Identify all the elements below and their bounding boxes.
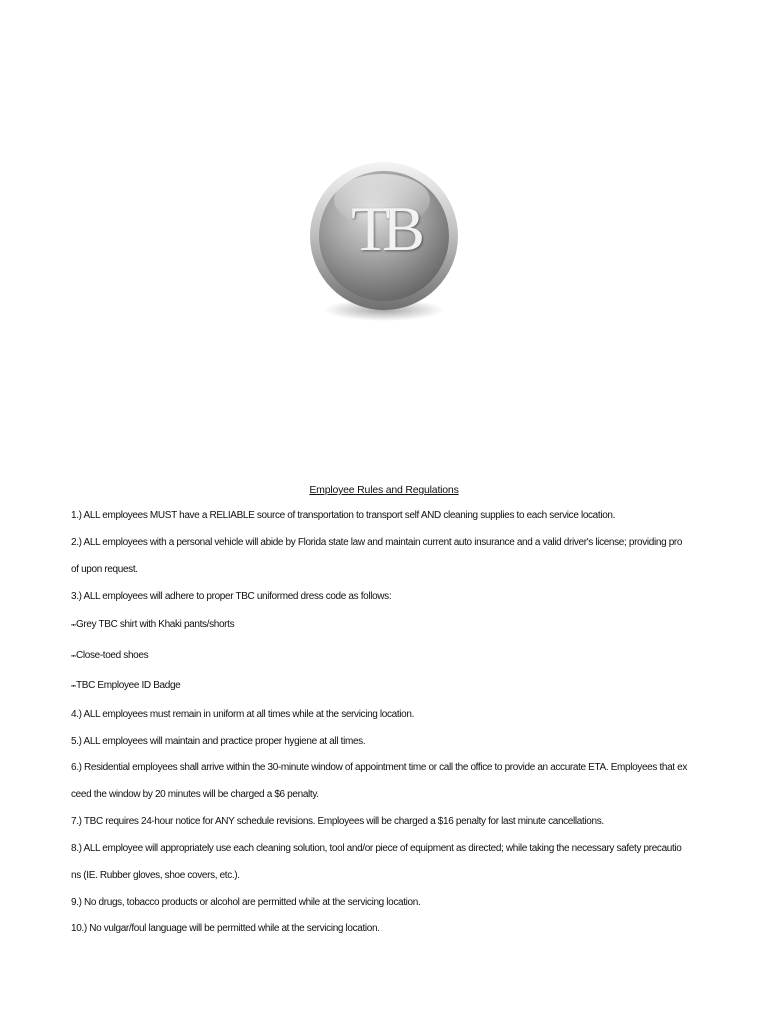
dress-code-item xyxy=(71,650,148,661)
rule-line: 3.) ALL employees will adhere to proper TBC uniformed dress code as follows: xyxy=(71,591,392,602)
dress-code-item xyxy=(71,680,180,691)
bullet-icon: „„ xyxy=(71,682,75,689)
rule-line: ceed the window by 20 minutes will be charged a $6 penalty. xyxy=(71,789,319,800)
rule-line: 1.) ALL employees MUST have a RELIABLE source of transportation to transport self AND cleaning supplies to each service location. xyxy=(71,510,616,521)
rule-line: 8.) ALL employee will appropriately use each cleaning solution, tool and/or piece of equipment as directed; while taking the necessary safety precautio xyxy=(71,843,682,854)
rule-line: 10.) No vulgar/foul language will be permitted while at the servicing location. xyxy=(71,923,380,934)
dress-code-item-text: Grey TBC shirt with Khaki pants/shorts xyxy=(76,619,235,630)
rule-line: ns (IE. Rubber gloves, shoe covers, etc.). xyxy=(71,870,240,881)
logo-initials: TB xyxy=(351,193,417,264)
dress-code-item xyxy=(71,619,234,630)
rule-line: of upon request. xyxy=(71,564,138,575)
dress-code-item-text: Close-toed shoes xyxy=(76,650,149,661)
rule-line: 7.) TBC requires 24-hour notice for ANY schedule revisions. Employees will be charged a $16 penalty for last minute cancellations. xyxy=(71,816,604,827)
rule-line: 5.) ALL employees will maintain and practice proper hygiene at all times. xyxy=(71,736,366,747)
document-title: Employee Rules and Regulations xyxy=(309,484,459,496)
bullet-icon: „„ xyxy=(71,621,75,628)
rule-line: 2.) ALL employees with a personal vehicle will abide by Florida state law and maintain current auto insurance and a valid driver's license; providing pro xyxy=(71,537,683,548)
rule-line: 4.) ALL employees must remain in uniform at all times while at the servicing location. xyxy=(71,709,415,720)
rule-line: 9.) No drugs, tobacco products or alcohol are permitted while at the servicing location. xyxy=(71,897,421,908)
rule-line: 6.) Residential employees shall arrive within the 30-minute window of appointment time or call the office to provide an accurate ETA. Employees that ex xyxy=(71,762,688,773)
company-logo xyxy=(304,158,464,326)
bullet-icon: „„ xyxy=(71,652,75,659)
dress-code-item-text: TBC Employee ID Badge xyxy=(76,680,181,691)
